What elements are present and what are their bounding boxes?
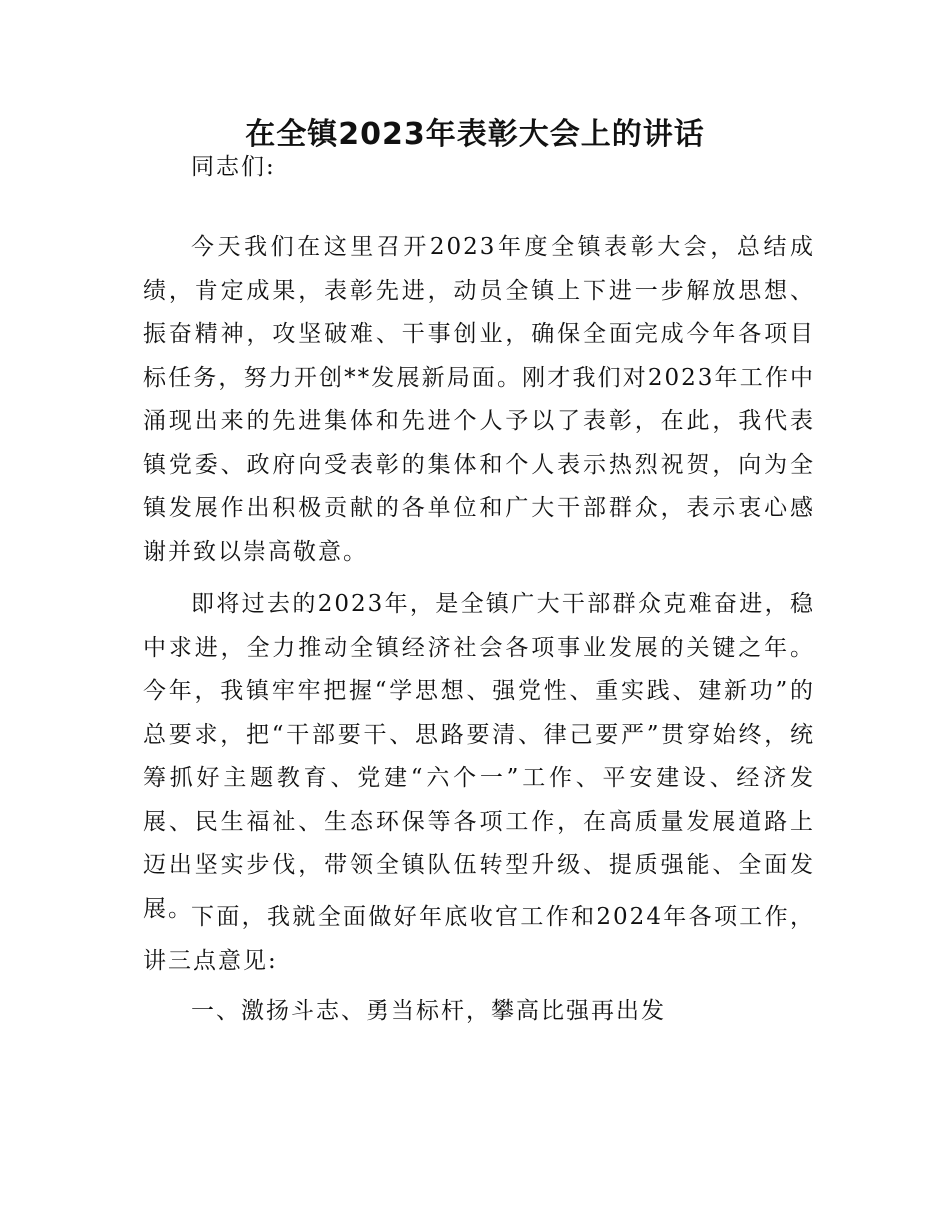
paragraph-1: 今天我们在这里召开2023年度全镇表彰大会，总结成绩，肯定成果，表彰先进，动员全镇上下进一步解放思想、振奋精神，攻坚破难、干事创业，确保全面完成今年各项目标任务，努力开创**发展新局面。刚才我们对2023年工作中涌现出来的先进集体和先进个人予以了表彰，在此，我代表镇党委、政府向受表彰的集体和个人表示热烈祝贺，向为全镇发展作出积极贡献的各单位和广大干部群众，表示衷心感谢并致以崇高敬意。 xyxy=(143,234,815,565)
paragraph-2: 即将过去的2023年，是全镇广大干部群众克难奋进，稳中求进，全力推动全镇经济社会各项事业发展的关键之年。今年，我镇牢牢把握“学思想、强党性、重实践、建新功”的总要求，把“干部要干、思路要清、律己要严”贯穿始终，统筹抓好主题教育、党建“六个一”工作、平安建设、经济发展、民生福祉、生态环保等各项工作，在高质量发展道路上迈出坚实步伐，带领全镇队伍转型升级、提质强能、全面发展。 xyxy=(143,591,815,922)
paragraph-3: 下面，我就全面做好年底收官工作和2024年各项工作，讲三点意见: xyxy=(143,904,815,974)
page-title: 在全镇2023年表彰大会上的讲话 xyxy=(245,117,705,152)
section-heading: 一、激扬斗志、勇当标杆，攀高比强再出发 xyxy=(191,998,666,1024)
greeting: 同志们: xyxy=(191,154,276,180)
